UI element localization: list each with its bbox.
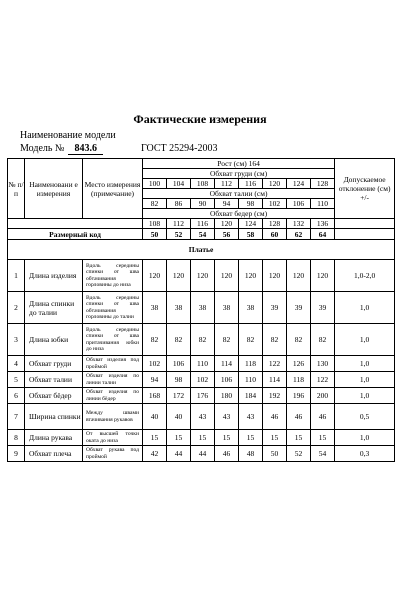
measurement-row xyxy=(8,388,395,404)
tolerance-value: 1,0 xyxy=(335,372,395,388)
hips-value: 124 xyxy=(239,219,263,229)
chest-value: 100 xyxy=(143,179,167,189)
header-tolerance: Допускаемое отклонение (см) +/- xyxy=(335,159,395,219)
header-num: № п/п xyxy=(8,159,25,219)
measurement-value: 176 xyxy=(191,388,215,404)
waist-value: 106 xyxy=(287,199,311,209)
size-code: 60 xyxy=(263,229,287,240)
row-number: 4 xyxy=(8,356,25,372)
tolerance-value: 1,0 xyxy=(335,324,395,356)
measurement-place: Обхват изделия под проймой xyxy=(83,356,143,372)
measurement-value: 42 xyxy=(143,446,167,462)
measurements-table xyxy=(7,158,395,462)
measurement-value: 43 xyxy=(215,404,239,430)
row-number: 9 xyxy=(8,446,25,462)
chest-value: 112 xyxy=(215,179,239,189)
tolerance-value: 0,5 xyxy=(335,404,395,430)
measurement-name: Длина изделия xyxy=(25,260,83,292)
size-code-label: Размерный код xyxy=(8,229,143,240)
measurement-value: 46 xyxy=(215,446,239,462)
measurement-name: Обхват бёдер xyxy=(25,388,83,404)
measurement-value: 130 xyxy=(311,356,335,372)
measurement-row xyxy=(8,404,395,430)
measurement-place: Вдоль середины спинки от шва притачивания юбки до низа xyxy=(83,324,143,356)
measurement-value: 38 xyxy=(215,292,239,324)
measurement-value: 120 xyxy=(191,260,215,292)
tolerance-blank xyxy=(335,219,395,229)
row-number: 3 xyxy=(8,324,25,356)
header-height: Рост (см) 164 xyxy=(143,159,335,169)
header-chest: Обхват груди (см) xyxy=(143,169,335,179)
measurement-value: 82 xyxy=(143,324,167,356)
measurement-name: Длина спинки до талии xyxy=(25,292,83,324)
measurement-name: Обхват плеча xyxy=(25,446,83,462)
model-number: 843.6 xyxy=(68,143,103,155)
measurement-value: 52 xyxy=(287,446,311,462)
chest-value: 120 xyxy=(263,179,287,189)
measurement-value: 82 xyxy=(239,324,263,356)
chest-value: 124 xyxy=(287,179,311,189)
measurement-value: 44 xyxy=(191,446,215,462)
measurement-row xyxy=(8,324,395,356)
measurement-value: 114 xyxy=(215,356,239,372)
measurement-place: Обхват изделия по линии талии xyxy=(83,372,143,388)
measurement-value: 120 xyxy=(311,260,335,292)
header-place: Место измерения (примечание) xyxy=(83,159,143,219)
measurement-name: Обхват талии xyxy=(25,372,83,388)
measurement-row xyxy=(8,356,395,372)
measurement-row xyxy=(8,372,395,388)
size-code: 56 xyxy=(215,229,239,240)
size-code: 58 xyxy=(239,229,263,240)
measurement-value: 180 xyxy=(215,388,239,404)
waist-value: 94 xyxy=(215,199,239,209)
measurement-value: 54 xyxy=(311,446,335,462)
measurement-value: 106 xyxy=(215,372,239,388)
size-code: 62 xyxy=(287,229,311,240)
hips-value: 120 xyxy=(215,219,239,229)
hips-value: 128 xyxy=(263,219,287,229)
hips-value: 132 xyxy=(287,219,311,229)
measurement-place: Вдоль середины спинки от шва обтачивания горловины до талии xyxy=(83,292,143,324)
tolerance-value: 1,0-2,0 xyxy=(335,260,395,292)
tolerance-blank xyxy=(335,229,395,240)
measurement-value: 82 xyxy=(263,324,287,356)
measurement-place: Обхват изделия по линии бёдер xyxy=(83,388,143,404)
measurement-row xyxy=(8,260,395,292)
measurement-name: Ширина спинки xyxy=(25,404,83,430)
hips-value: 112 xyxy=(167,219,191,229)
row-number: 7 xyxy=(8,404,25,430)
measurement-value: 46 xyxy=(263,404,287,430)
measurement-name: Длина юбки xyxy=(25,324,83,356)
measurement-value: 15 xyxy=(143,430,167,446)
measurement-value: 114 xyxy=(263,372,287,388)
hips-value: 116 xyxy=(191,219,215,229)
measurement-value: 118 xyxy=(287,372,311,388)
measurement-value: 126 xyxy=(287,356,311,372)
measurement-value: 94 xyxy=(143,372,167,388)
measurement-value: 82 xyxy=(287,324,311,356)
measurement-value: 120 xyxy=(143,260,167,292)
measurement-value: 38 xyxy=(239,292,263,324)
tolerance-value: 1,0 xyxy=(335,356,395,372)
size-code: 54 xyxy=(191,229,215,240)
measurement-value: 110 xyxy=(191,356,215,372)
gost-label: ГОСТ 25294-2003 xyxy=(141,143,218,154)
measurement-value: 48 xyxy=(239,446,263,462)
size-code: 50 xyxy=(143,229,167,240)
tolerance-value: 1,0 xyxy=(335,430,395,446)
measurement-place: Вдоль середины спинки от шва обтачивания горловины до низа xyxy=(83,260,143,292)
measurement-value: 15 xyxy=(215,430,239,446)
row-number: 2 xyxy=(8,292,25,324)
measurement-value: 82 xyxy=(167,324,191,356)
measurement-value: 122 xyxy=(311,372,335,388)
measurement-row xyxy=(8,446,395,462)
measurement-value: 82 xyxy=(215,324,239,356)
measurement-value: 15 xyxy=(191,430,215,446)
measurement-name: Длина рукава xyxy=(25,430,83,446)
tolerance-value: 1,0 xyxy=(335,388,395,404)
measurement-value: 196 xyxy=(287,388,311,404)
measurement-place: Между швами втачивания рукавов xyxy=(83,404,143,430)
measurement-value: 44 xyxy=(167,446,191,462)
measurement-value: 168 xyxy=(143,388,167,404)
size-code: 52 xyxy=(167,229,191,240)
measurement-row xyxy=(8,292,395,324)
measurement-value: 15 xyxy=(167,430,191,446)
measurement-value: 38 xyxy=(143,292,167,324)
header-waist: Обхват талии (см) xyxy=(143,189,335,199)
measurement-value: 118 xyxy=(239,356,263,372)
measurement-value: 110 xyxy=(239,372,263,388)
measurement-value: 120 xyxy=(263,260,287,292)
row-number: 6 xyxy=(8,388,25,404)
waist-value: 82 xyxy=(143,199,167,209)
measurement-value: 122 xyxy=(263,356,287,372)
measurement-value: 40 xyxy=(167,404,191,430)
measurement-name: Обхват груди xyxy=(25,356,83,372)
measurement-value: 102 xyxy=(143,356,167,372)
measurement-place: Обхват рукава под проймой xyxy=(83,446,143,462)
measurement-value: 82 xyxy=(191,324,215,356)
measurement-value: 120 xyxy=(215,260,239,292)
measurement-value: 120 xyxy=(287,260,311,292)
measurement-value: 39 xyxy=(287,292,311,324)
measurement-value: 39 xyxy=(311,292,335,324)
model-label: Модель № xyxy=(20,143,65,154)
measurement-value: 120 xyxy=(239,260,263,292)
measurement-value: 106 xyxy=(167,356,191,372)
measurement-value: 43 xyxy=(239,404,263,430)
measurement-value: 15 xyxy=(287,430,311,446)
waist-value: 98 xyxy=(239,199,263,209)
waist-value: 110 xyxy=(311,199,335,209)
measurement-value: 82 xyxy=(311,324,335,356)
row-number: 5 xyxy=(8,372,25,388)
measurement-value: 172 xyxy=(167,388,191,404)
measurement-value: 46 xyxy=(311,404,335,430)
header-hips: Обхват бедер (см) xyxy=(143,209,335,219)
measurement-value: 43 xyxy=(191,404,215,430)
measurement-value: 98 xyxy=(167,372,191,388)
hips-value: 108 xyxy=(143,219,167,229)
measurement-value: 15 xyxy=(263,430,287,446)
section-title: Платье xyxy=(8,240,395,260)
waist-value: 90 xyxy=(191,199,215,209)
measurement-value: 46 xyxy=(287,404,311,430)
model-row xyxy=(20,143,380,154)
measurement-row xyxy=(8,430,395,446)
document-title: Фактические измерения xyxy=(133,112,267,126)
chest-value: 104 xyxy=(167,179,191,189)
measurement-value: 38 xyxy=(167,292,191,324)
measurement-value: 184 xyxy=(239,388,263,404)
measurement-value: 200 xyxy=(311,388,335,404)
chest-value: 128 xyxy=(311,179,335,189)
measurement-value: 120 xyxy=(167,260,191,292)
tolerance-value: 0,3 xyxy=(335,446,395,462)
model-name-label: Наименование модели xyxy=(20,130,116,141)
chest-value: 108 xyxy=(191,179,215,189)
measurement-value: 102 xyxy=(191,372,215,388)
measurement-value: 50 xyxy=(263,446,287,462)
waist-value: 86 xyxy=(167,199,191,209)
measurement-value: 15 xyxy=(311,430,335,446)
waist-value: 102 xyxy=(263,199,287,209)
tolerance-value: 1,0 xyxy=(335,292,395,324)
chest-value: 116 xyxy=(239,179,263,189)
hips-value: 136 xyxy=(311,219,335,229)
row-number: 8 xyxy=(8,430,25,446)
measurement-value: 192 xyxy=(263,388,287,404)
measurement-value: 39 xyxy=(263,292,287,324)
measurement-value: 40 xyxy=(143,404,167,430)
row-number: 1 xyxy=(8,260,25,292)
size-code: 64 xyxy=(311,229,335,240)
measurement-value: 15 xyxy=(239,430,263,446)
measurement-value: 38 xyxy=(191,292,215,324)
header-name: Наименовани е измерения xyxy=(25,159,83,219)
measurement-place: От высшей точки оката до низа xyxy=(83,430,143,446)
